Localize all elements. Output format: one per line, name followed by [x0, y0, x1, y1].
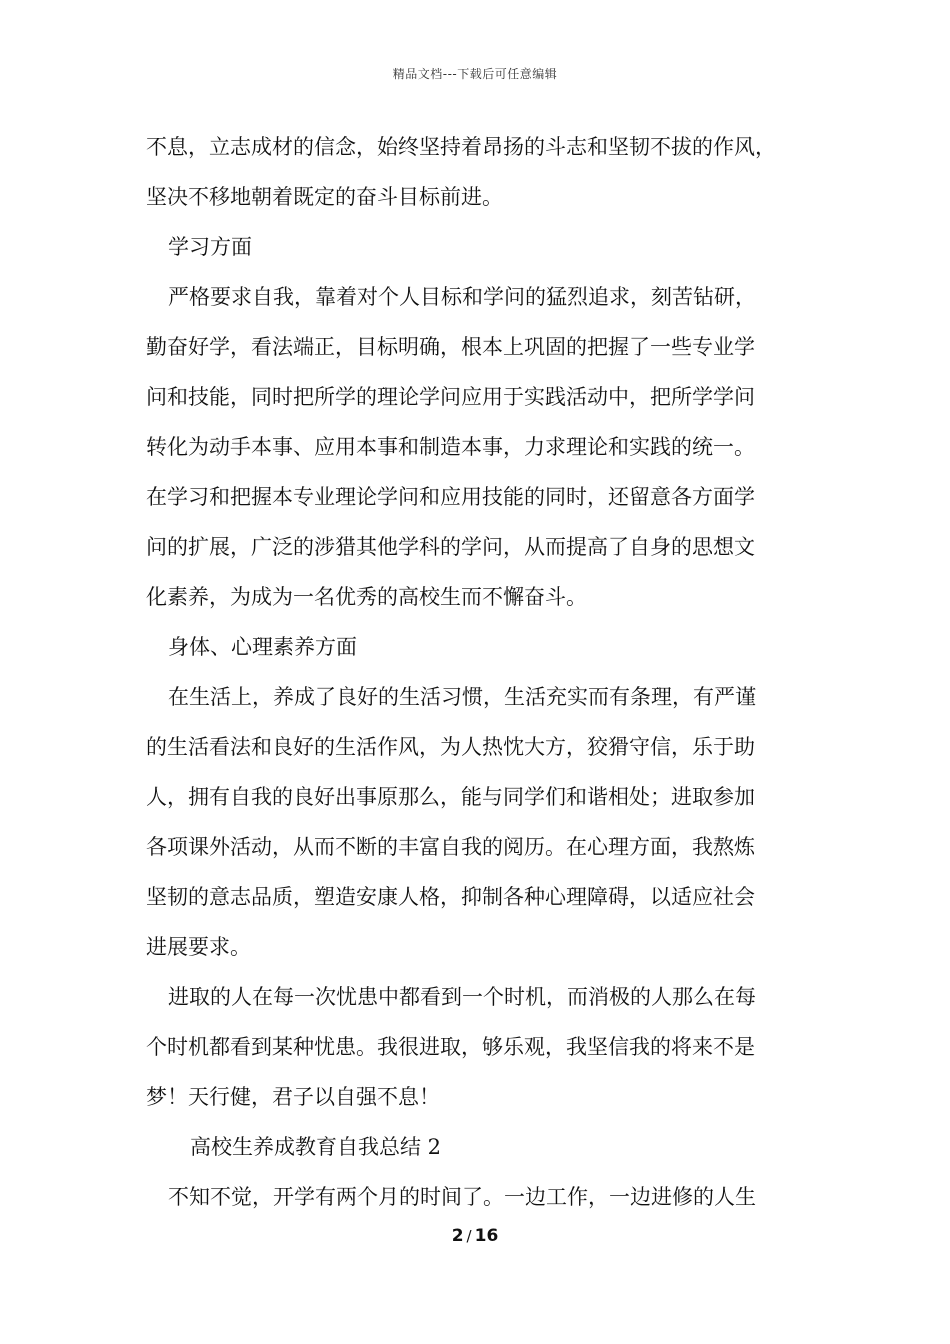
text-line: 在学习和把握本专业理论学问和应用技能的同时，还留意各方面学 [146, 485, 755, 509]
text-line: 问的扩展，广泛的涉猎其他学科的学问，从而提高了自身的思想文 [146, 535, 755, 559]
text-line: 严格要求自我，靠着对个人目标和学问的猛烈追求，刻苦钻研， [168, 285, 756, 309]
text-line: 转化为动手本事、应用本事和制造本事，力求理论和实践的统一。 [146, 435, 755, 459]
total-pages: 16 [474, 1226, 499, 1246]
text-line: 问和技能，同时把所学的理论学问应用于实践活动中，把所学学问 [146, 385, 755, 409]
text-line: 梦！天行健，君子以自强不息！ [146, 1085, 440, 1109]
text-line: 化素养，为成为一名优秀的高校生而不懈奋斗。 [146, 585, 587, 609]
page-separator: / [466, 1227, 472, 1245]
text-line: 勤奋好学，看法端正，目标明确，根本上巩固的把握了一些专业学 [146, 335, 755, 359]
current-page: 2 [451, 1226, 464, 1246]
text-line: 不息，立志成材的信念，始终坚持着昂扬的斗志和坚韧不拔的作风， [146, 135, 776, 159]
text-line: 的生活看法和良好的生活作风，为人热忱大方，狡猾守信，乐于助 [146, 735, 755, 759]
page-number [0, 1226, 950, 1246]
document-body [146, 122, 810, 1222]
section-heading: 学习方面 [168, 235, 252, 259]
text-line: 在生活上，养成了良好的生活习惯，生活充实而有条理，有严谨 [168, 685, 756, 709]
text-line: 各项课外活动，从而不断的丰富自我的阅历。在心理方面，我熬炼 [146, 835, 755, 859]
text-line: 坚韧的意志品质，塑造安康人格，抑制各种心理障碍，以适应社会 [146, 885, 755, 909]
text-line: 人，拥有自我的良好出事原那么，能与同学们和谐相处；进取参加 [146, 785, 755, 809]
text-line: 坚决不移地朝着既定的奋斗目标前进。 [146, 185, 503, 209]
text-line: 进取的人在每一次忧患中都看到一个时机，而消极的人那么在每 [168, 985, 756, 1009]
text-line: 不知不觉，开学有两个月的时间了。一边工作，一边进修的人生 [168, 1185, 756, 1209]
section-title: 高校生养成教育自我总结 2 [190, 1135, 442, 1159]
text-line: 进展要求。 [146, 935, 251, 959]
page-header: 精品文档---下载后可任意编辑 [392, 67, 558, 81]
text-line: 个时机都看到某种忧患。我很进取，够乐观，我坚信我的将来不是 [146, 1035, 755, 1059]
section-heading: 身体、心理素养方面 [168, 635, 357, 659]
